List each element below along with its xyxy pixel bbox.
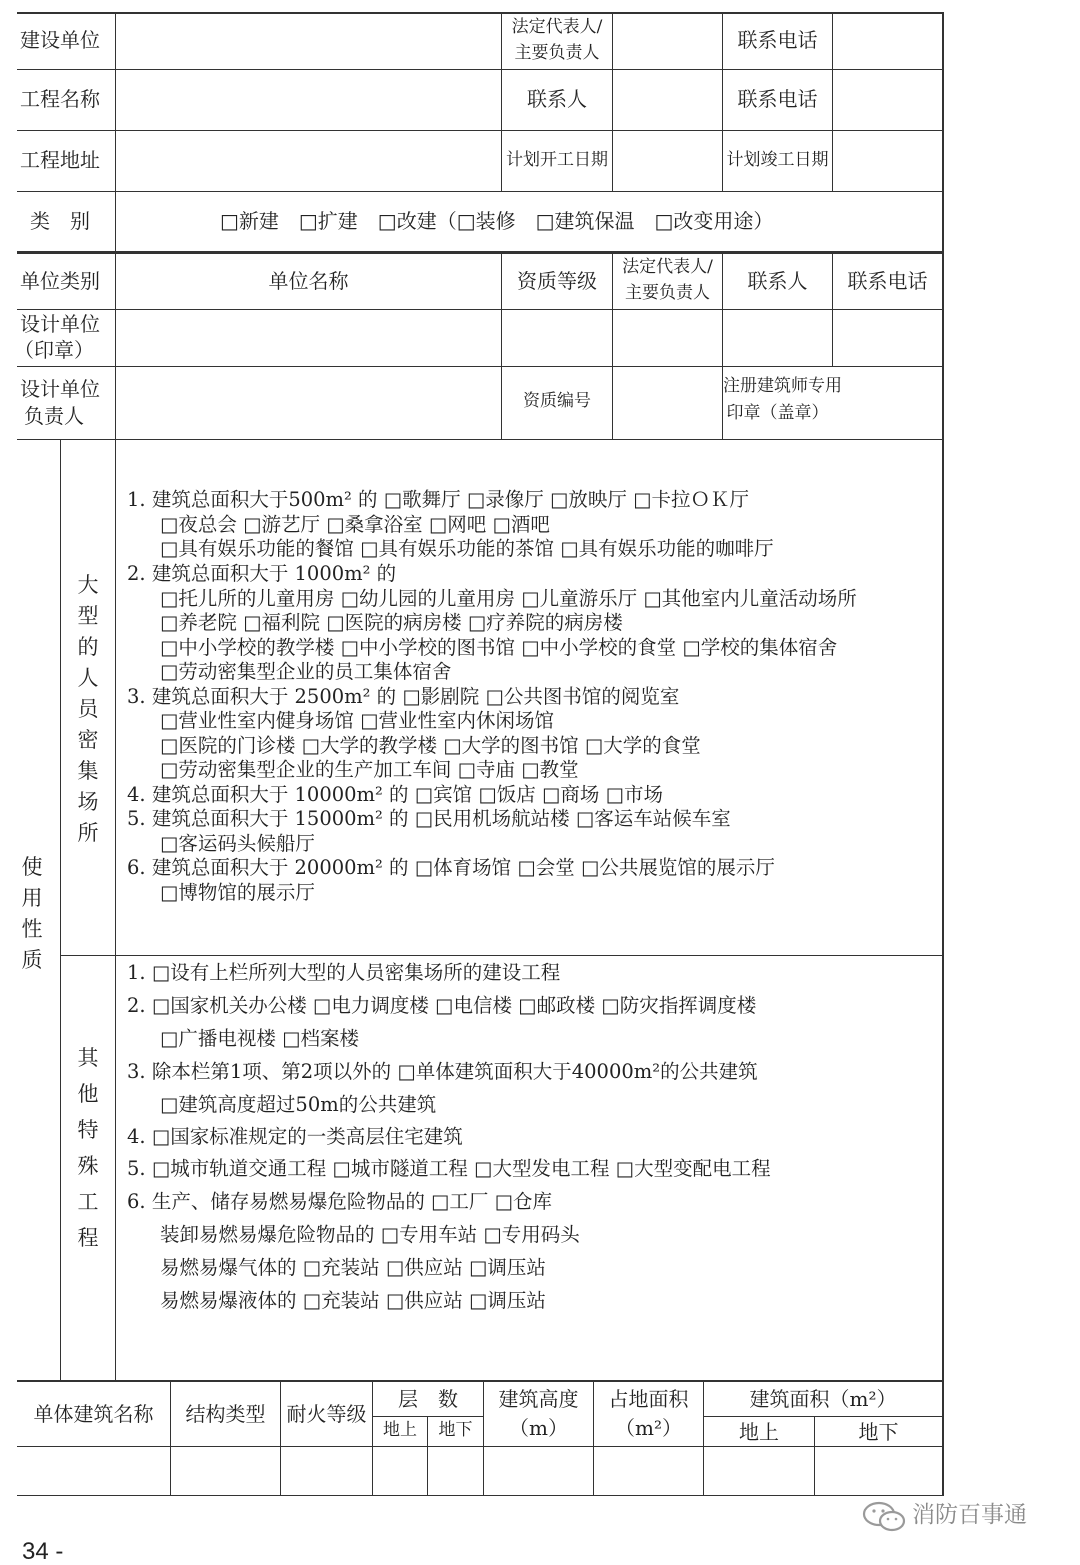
list-item[interactable]	[160, 1291, 546, 1311]
header-contact-person: 联系人	[747, 269, 808, 293]
design-head-label: 设计单位	[20, 377, 100, 401]
list-item[interactable]	[127, 809, 731, 829]
height-unit: （m）	[509, 1416, 568, 1440]
item-text: 建筑总面积大于 20000m² 的 □体育场馆 □会堂 □公共展览馆的展示厅	[151, 856, 775, 879]
land-area-unit: （m²）	[615, 1416, 682, 1440]
item-number: 6.	[127, 856, 146, 879]
item-text: □设有上栏所列大型的人员密集场所的建设工程	[151, 961, 561, 984]
list-item[interactable]	[160, 589, 857, 609]
item-text: □夜总会 □游艺厅 □桑拿浴室 □网吧 □酒吧	[160, 513, 550, 536]
item-text: □客运码头候船厅	[160, 832, 315, 855]
floor-area-header: 建筑面积（m²）	[749, 1387, 897, 1411]
item-text: 建筑总面积大于 10000m² 的 □宾馆 □饭店 □商场 □市场	[151, 783, 664, 806]
list-item[interactable]	[160, 711, 554, 731]
structure-type-header: 结构类型	[185, 1402, 266, 1426]
page-number: 34 -	[22, 1538, 64, 1565]
building-name-header: 单体建筑名称	[33, 1402, 154, 1426]
design-head-label-2: 负责人	[24, 404, 84, 428]
item-number: 2.	[127, 562, 146, 585]
plan-start-label: 计划开工日期	[506, 150, 608, 170]
item-text: 装卸易燃易爆危险物品的 □专用车站 □专用码头	[160, 1223, 580, 1246]
height-header: 建筑高度	[498, 1387, 579, 1411]
watermark-text: 消防百事通	[912, 1502, 1027, 1528]
item-text: □医院的门诊楼 □大学的教学楼 □大学的图书馆 □大学的食堂	[160, 734, 701, 757]
architect-seal-label-2: 印章（盖章）	[726, 403, 829, 423]
project-name-label: 工程名称	[20, 87, 100, 111]
list-item[interactable]	[160, 662, 451, 682]
list-item[interactable]	[127, 1127, 463, 1147]
list-item[interactable]	[127, 1192, 552, 1212]
list-item[interactable]	[160, 1225, 580, 1245]
list-item[interactable]	[127, 858, 775, 878]
floors-header: 层 数	[398, 1387, 458, 1411]
crowded-places-label: 大型的人员密集场所	[77, 573, 99, 845]
list-item[interactable]	[127, 996, 756, 1016]
wechat-icon	[862, 1500, 908, 1534]
item-text: □养老院 □福利院 □医院的病房楼 □疗养院的病房楼	[160, 611, 623, 634]
item-text: □具有娱乐功能的餐馆 □具有娱乐功能的茶馆 □具有娱乐功能的咖啡厅	[160, 537, 774, 560]
list-item[interactable]	[127, 1062, 758, 1082]
item-number: 2.	[127, 994, 146, 1017]
plan-finish-label: 计划竣工日期	[726, 150, 829, 170]
contact-phone-label-1: 联系电话	[737, 28, 818, 52]
item-number: 4.	[127, 783, 146, 806]
item-text: 生产、储存易燃易爆危险物品的 □工厂 □仓库	[151, 1190, 553, 1213]
item-text: 建筑总面积大于 1000m² 的	[151, 562, 397, 585]
item-number: 4.	[127, 1125, 146, 1148]
item-text: □劳动密集型企业的生产加工车间 □寺庙 □教堂	[160, 758, 579, 781]
list-item[interactable]	[127, 564, 396, 584]
item-number: 3.	[127, 1060, 146, 1083]
header-qualification: 资质等级	[517, 269, 597, 293]
item-text: □国家标准规定的一类高层住宅建筑	[151, 1125, 463, 1148]
design-unit-seal-label: （印章）	[14, 338, 94, 362]
contact-person-label: 联系人	[527, 87, 587, 111]
project-address-label: 工程地址	[20, 148, 100, 172]
list-item[interactable]	[160, 1029, 359, 1049]
floor-area-below-header: 地下	[858, 1420, 899, 1444]
land-area-header: 占地面积	[608, 1387, 689, 1411]
usage-nature-label: 使用性质	[21, 855, 43, 972]
item-text: 建筑总面积大于 15000m² 的 □民用机场航站楼 □客运车站候车室	[151, 807, 731, 830]
list-item[interactable]	[127, 785, 663, 805]
contact-phone-label-2: 联系电话	[737, 87, 818, 111]
item-text: 除本栏第1项、第2项以外的 □单体建筑面积大于40000m²的公共建筑	[151, 1060, 758, 1083]
item-text: □中小学校的教学楼 □中小学校的图书馆 □中小学校的食堂 □学校的集体宿舍	[160, 636, 838, 659]
item-number: 5.	[127, 807, 146, 830]
list-item[interactable]	[160, 1258, 546, 1278]
list-item[interactable]	[127, 687, 679, 707]
floor-area-above-header: 地上	[739, 1420, 779, 1444]
header-unit-name: 单位名称	[268, 269, 349, 293]
item-text: 建筑总面积大于500m² 的 □歌舞厅 □录像厅 □放映厅 □卡拉ＯＫ厅	[151, 488, 750, 511]
item-number: 5.	[127, 1157, 146, 1180]
list-item[interactable]	[160, 760, 579, 780]
special-projects-label: 其他特殊工程	[77, 1046, 99, 1250]
list-item[interactable]	[127, 963, 560, 983]
floors-below-header: 地下	[438, 1420, 473, 1440]
list-item[interactable]	[160, 613, 623, 633]
design-unit-label: 设计单位	[20, 312, 100, 336]
item-text: 易燃易爆液体的 □充装站 □供应站 □调压站	[160, 1289, 546, 1312]
list-item[interactable]	[160, 736, 701, 756]
list-item[interactable]	[160, 1095, 436, 1115]
list-item[interactable]	[127, 1159, 771, 1179]
category-label: 类 别	[30, 209, 90, 233]
item-text: 易燃易爆气体的 □充装站 □供应站 □调压站	[160, 1256, 546, 1279]
construction-unit-label: 建设单位	[20, 28, 100, 52]
item-text: □国家机关办公楼 □电力调度楼 □电信楼 □邮政楼 □防灾指挥调度楼	[151, 994, 757, 1017]
fire-rating-header: 耐火等级	[286, 1402, 367, 1426]
item-text: □托儿所的儿童用房 □幼儿园的儿童用房 □儿童游乐厅 □其他室内儿童活动场所	[160, 587, 857, 610]
category-options[interactable]: □新建 □扩建 □改建（□装修 □建筑保温 □改变用途）	[220, 209, 774, 233]
item-number: 6.	[127, 1190, 146, 1213]
header-contact-phone: 联系电话	[847, 269, 928, 293]
item-text: 建筑总面积大于 2500m² 的 □影剧院 □公共图书馆的阅览室	[151, 685, 680, 708]
item-text: □广播电视楼 □档案楼	[160, 1027, 360, 1050]
header-legal-rep: 法定代表人/	[622, 257, 713, 277]
floors-above-header: 地上	[383, 1420, 417, 1440]
list-item[interactable]	[160, 539, 774, 559]
list-item[interactable]	[160, 883, 315, 903]
header-unit-category: 单位类别	[20, 269, 100, 293]
item-number: 3.	[127, 685, 146, 708]
header-main-person: 主要负责人	[625, 283, 710, 303]
list-item[interactable]	[160, 515, 550, 535]
architect-seal-label: 注册建筑师专用	[723, 376, 842, 396]
item-number: 1.	[127, 488, 146, 511]
list-item[interactable]	[160, 834, 315, 854]
list-item[interactable]	[160, 638, 837, 658]
item-text: □劳动密集型企业的员工集体宿舍	[160, 660, 452, 683]
item-text: □营业性室内健身场馆 □营业性室内休闲场馆	[160, 709, 555, 732]
qualification-no-label: 资质编号	[523, 391, 591, 411]
legal-rep-label: 法定代表人/	[511, 17, 603, 37]
list-item[interactable]	[127, 490, 749, 510]
item-text: □建筑高度超过50m的公共建筑	[160, 1093, 437, 1116]
item-text: □城市轨道交通工程 □城市隧道工程 □大型发电工程 □大型变配电工程	[151, 1157, 771, 1180]
item-text: □博物馆的展示厅	[160, 881, 315, 904]
item-number: 1.	[127, 961, 146, 984]
main-person-label: 主要负责人	[514, 43, 600, 63]
